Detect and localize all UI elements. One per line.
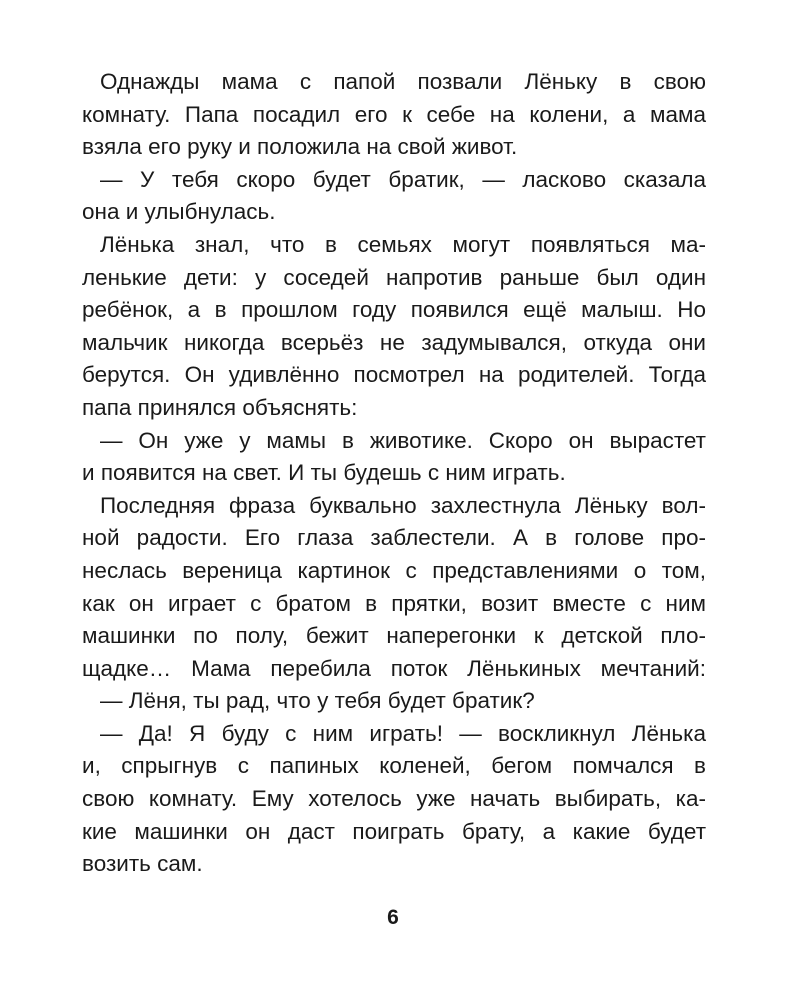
text-line: и появится на свет. И ты будешь с ним играть. (82, 460, 566, 486)
paragraph (82, 66, 706, 164)
paragraph (82, 490, 706, 686)
text-line: папа принялся объяснять: (82, 394, 358, 420)
text-line: — Да! Я буду с ним играть! — воскликнул Лёнька (100, 720, 706, 746)
text-line: Однажды мама с папой позвали Лёньку в свою (100, 69, 706, 94)
paragraph (82, 718, 706, 881)
text-line: ной радости. Его глаза заблестели. А в голове про- (82, 525, 706, 551)
text-line: — Лёня, ты рад, что у тебя будет братик? (100, 688, 535, 714)
text-line: взяла его руку и положила на свой живот. (82, 134, 518, 160)
text-line: — У тебя скоро будет братик, — ласково сказала (100, 166, 706, 192)
text-line: — Он уже у мамы в животике. Скоро он вырастет (100, 427, 706, 453)
page-body (82, 66, 706, 881)
text-line: возить сам. (82, 851, 203, 877)
paragraph (82, 425, 706, 490)
text-line: ребёнок, а в прошлом году появился ещё малыш. Но (82, 297, 706, 323)
text-line: мальчик никогда всерьёз не задумывался, откуда они (82, 329, 706, 355)
paragraph (82, 164, 706, 229)
text-line: Лёнька знал, что в семьях могут появляться ма- (100, 231, 706, 257)
text-line: Последняя фраза буквально захлестнула Лёньку вол- (100, 492, 706, 518)
text-line: берутся. Он удивлённо посмотрел на родителей. Тогда (82, 362, 706, 388)
text-line: щадке… Мама перебила поток Лёнькиных мечтаний: (82, 655, 706, 681)
paragraph (82, 229, 706, 425)
text-line: неслась вереница картинок с представлениями о том, (82, 557, 706, 583)
text-line: ленькие дети: у соседей напротив раньше был один (82, 264, 706, 290)
text-line: и, спрыгнув с папиных коленей, бегом помчался в (82, 753, 706, 779)
text-line: кие машинки он даст поиграть брату, а какие будет (82, 818, 706, 844)
paragraph (82, 685, 706, 718)
text-line: комнату. Папа посадил его к себе на колени, а мама (82, 101, 706, 127)
text-line: машинки по полу, бежит наперегонки к детской пло- (82, 623, 706, 649)
text-line: как он играет с братом в прятки, возит вместе с ним (82, 590, 706, 616)
text-line: свою комнату. Ему хотелось уже начать выбирать, ка- (82, 786, 706, 812)
page-number: 6 (387, 906, 399, 929)
text-line: она и улыбнулась. (82, 199, 276, 225)
